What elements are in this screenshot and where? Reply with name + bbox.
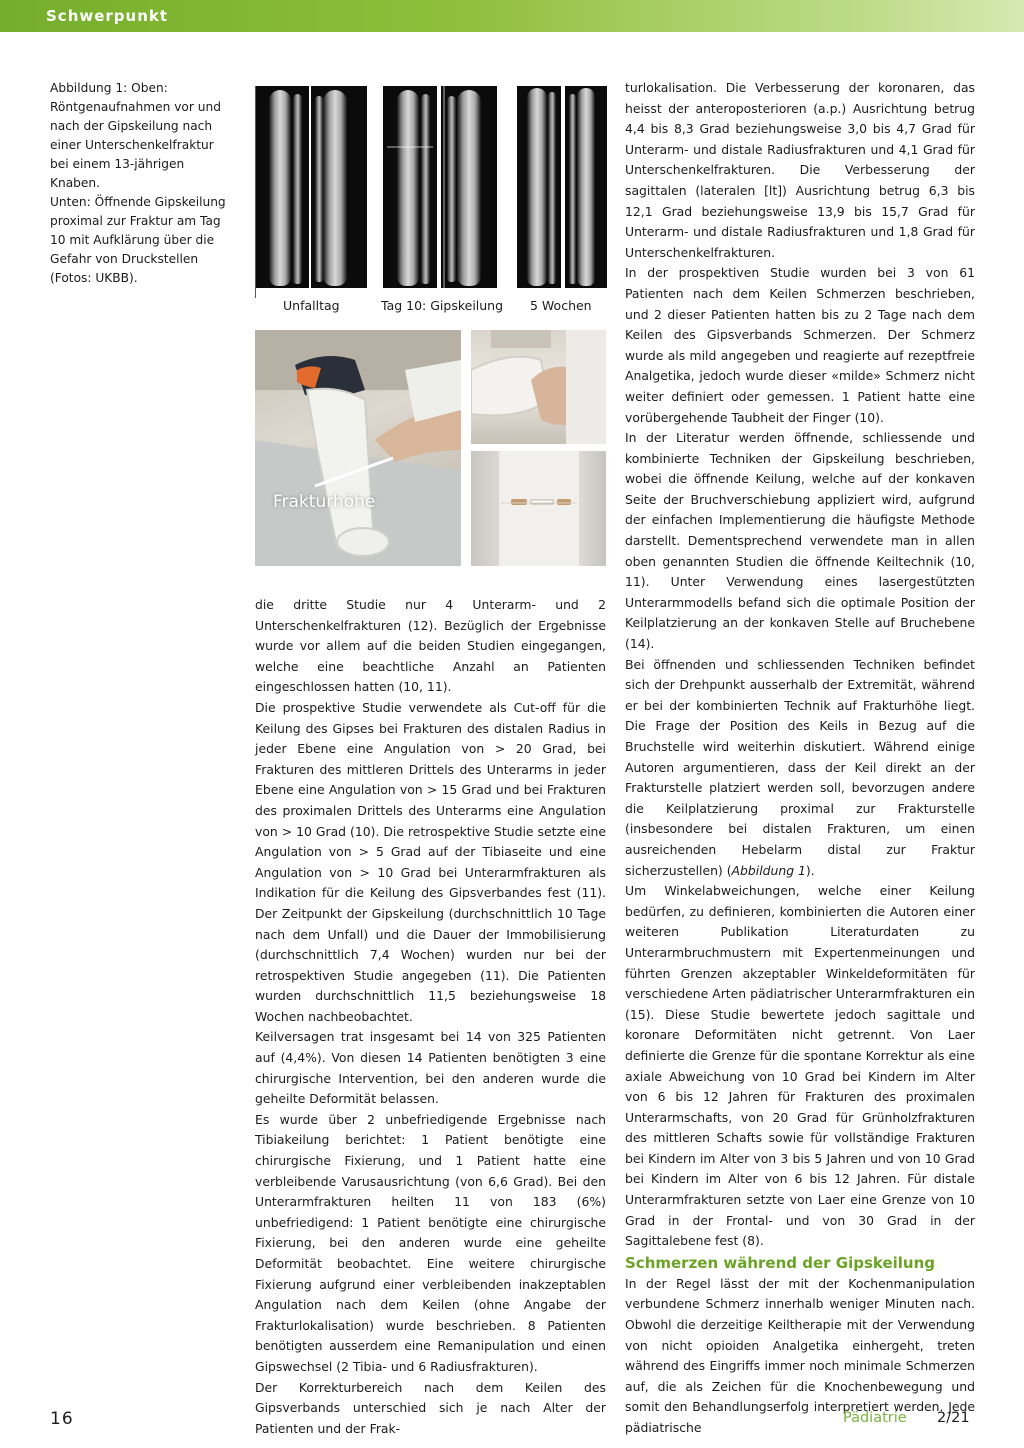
xray-label-5wochen: 5 Wochen (530, 298, 592, 313)
figure-reference: Abbildung 1 (731, 862, 806, 878)
middle-text-column (255, 595, 606, 1439)
cast-photo-top-right (471, 330, 606, 444)
paragraph: Keilversagen trat insgesamt bei 14 von 325 Patienten auf (4,4%). Von diesen 14 Patienten benötigten 3 eine chirurgische Intervention, bei den anderen wurde die geheilte Deformität belassen. (255, 1029, 606, 1107)
section-title: Schwerpunkt (46, 7, 169, 25)
paragraph: Um Winkelabweichungen, welche einer Keilung bedürfen, zu definieren, kombinierten die Autoren einer weiteren Publikation Literaturdaten zu Unterarmbruchmustern mit Expertenmeinungen und führten Grenzen akzeptabler Winkeldeformitäten für verschiedene Arten pädiatrischer Unterarmfrakturen ein (15). Diese Studie bewertete jedoch sagittale und koronare Deformitäten nicht getrennt. Von Laer definierte die Grenze für die spontane Korrektur als eine axiale Abweichung von 10 Grad bei Kindern im Alter von 6 bis 12 Jahren für Frakturen des proximalen Unterarmschafts, von 20 Grad für Grünholzfrakturen des mittleren Schafts sowie für vollständige Frakturen bei Kindern im Alter von 3 bis 5 Jahren und von 10 Grad bei Kindern im Alter von 6 bis 12 Jahren. Für distale Unterarmfrakturen setzte von Laer eine Grenze von 10 Grad in der Frontal- und von 30 Grad in der Sagittalebene fest (8). (625, 883, 975, 1249)
figure-caption (50, 79, 226, 288)
xray-image (383, 86, 437, 288)
issue-number: 2/21 (937, 1410, 970, 1426)
xray-label-unfalltag: Unfalltag (283, 298, 340, 313)
paragraph-text: Bei öffnenden und schliessenden Techniken befindet sich der Drehpunkt ausserhalb der Extremität, während er bei der kombinierten Technik auf Frakturhöhe liegt. Die Frage der Position des Keils in Bezug auf die Bruchstelle wird weiterhin diskutiert. Während einige Autoren argumentieren, dass der Keil direkt an der Frakturstelle platziert werden soll, bevorzugen andere die Keilplatzierung proximal zur Frakturstelle (insbesondere bei distalen Frakturen, um einen ausreichenden Hebelarm distal zur Fraktur sicherzustellen) ( (625, 656, 975, 878)
paragraph: In der Regel lässt der mit der Kochenmanipulation verbundene Schmerz innerhalb weniger Minuten nach. Obwohl die derzeitige Keiltherapie mit der Verwendung von nicht opioiden Analgetika einhergeht, treten während des Eingriffs immer noch minimale Schmerzen auf, die als Zeichen für die Knochenbewegung und somit den Behandlungserfolg interpretiert werden. Jede pädiatrische (625, 1275, 975, 1435)
cast-photo-main (255, 330, 461, 566)
paragraph: Es wurde über 2 unbefriedigende Ergebnisse nach Tibiakeilung berichtet: 1 Patient benötigte eine chirurgische Fixierung, und 1 Patient hatte eine verbleibende Varusausrichtung (von 6,6 Grad). Bei den Unterarmfrakturen heilten 11 von 183 (6%) unbefriedigend: 1 Patient benötigte eine chirurgische Fixierung, bei den anderen wurde eine geheilte Deformität beobachtet. Eine weitere chirurgische Fixierung aufgrund einer verbleibenden inakzeptablen Angulation nach dem Keilen (ohne Angabe der Frakturlokalisation) wurde beschrieben. 8 Patienten benötigten ausserdem eine Remanipulation und einen Gipswechsel (2 Tibia- und 6 Radiusfrakturen). (255, 1111, 606, 1374)
paragraph-tail: ). (805, 862, 815, 878)
cast-photo-bottom-right (471, 451, 606, 566)
paragraph: die dritte Studie nur 4 Unterarm- und 2 Unterschenkelfrakturen (12). Bezüglich der Ergebnisse wurde vor allem auf die beiden Studien eingegangen, welche eine beachtliche Anzahl an Patienten eingeschlossen hatten (10, 11). (255, 597, 606, 695)
fracture-height-label: Frakturhöhe (273, 492, 376, 512)
caption-bottom: Unten: Öffnende Gipskeilung proximal zur Fraktur am Tag 10 mit Aufklärung über die Gefahr von Druckstellen (Fotos: UKBB). (50, 195, 226, 285)
right-text-column (625, 78, 975, 1439)
xray-image (517, 86, 561, 288)
paragraph-with-figure-ref (625, 655, 975, 882)
paragraph: In der prospektiven Studie wurden bei 3 von 61 Patienten nach dem Keilen Schmerzen beschrieben, und 2 dieser Patienten hatten bis zu 2 Tage nach dem Keilen des Gipsverbands Schmerzen. Der Schmerz wurde als mild angegeben und reagierte auf rezeptfreie Analgetika, jedoch wurde dieser «milde» Schmerz nicht weiter definiert oder gemessen. 1 Patient hatte eine vorübergehende Taubheit der Finger (10). (625, 265, 975, 425)
xray-figure (255, 86, 607, 313)
xray-label-tag10: Tag 10: Gipskeilung (381, 298, 504, 313)
caption-top: Abbildung 1: Oben: Röntgenaufnahmen vor und nach der Gipskeilung nach einer Unterschenkelfraktur bei einem 13-jährigen Knaben. (50, 81, 221, 190)
paragraph: In der Literatur werden öffnende, schliessende und kombinierte Techniken der Gipskeilung beschrieben, wobei die öffnende Keilung, welche auf der konkaven Seite der Bruchverschiebung appliziert wird, aufgrund der einfachen Implementierung die häufigste Methode darstellt. Dementsprechend verwendete man in allen oben genannten Studien die öffnende Keiltechnik (10, 11). Unter Verwendung eines lasergestützten Unterarmmodells befand sich die optimale Position der Keilplatzierung an der konkaven Stelle auf Bruchebene (14). (625, 430, 975, 652)
section-header-bar (0, 0, 1024, 32)
section-heading: Schmerzen während der Gipskeilung (625, 1253, 936, 1272)
paragraph: turlokalisation. Die Verbesserung der koronaren, das heisst der anteroposterioren (a.p.) Ausrichtung betrug 4,4 bis 8,3 Grad beziehungsweise 3,0 bis 4,7 Grad für Unterarm- und distale Radiusfrakturen und 4,1 Grad für Unterschenkelfrakturen. Die Verbesserung der sagittalen (lateralen [lt]) Ausrichtung betrug 6,3 bis 12,1 Grad beziehungsweise 13,9 bis 15,7 Grad für Unterarm- und distale Radiusfrakturen und 1,8 Grad für Unterschenkelfrakturen. (625, 80, 975, 260)
xray-image (255, 86, 309, 288)
paragraph: Die prospektive Studie verwendete als Cut-off für die Keilung des Gipses bei Frakturen des distalen Radius in jeder Ebene eine Angulation von > 20 Grad, bei Frakturen des mittleren Drittels des Unterarms in jeder Ebene eine Angulation von > 15 Grad und bei Frakturen des proximalen Drittels des Unterarms eine Angulation von > 10 Grad (10). Die retrospektive Studie setzte eine Angulation von > 5 Grad auf der Tibiaseite und eine Angulation von > 10 Grad bei Unterarmfrakturen als Indikation für die Keilung des Gipsverbandes fest (11). Der Zeitpunkt der Gipskeilung (durchschnittlich 10 Tage nach dem Unfall) und die Dauer der Immobilisierung (durchschnittlich 7,4 Wochen) wurden nur bei der retrospektiven Studie angegeben (11). Die Patienten wurden durchschnittlich 11,5 beziehungsweise 18 Wochen nachbeobachtet. (255, 699, 606, 1024)
page-number: 16 (50, 1409, 74, 1429)
xray-image (311, 86, 367, 288)
xray-image (441, 86, 497, 288)
xray-image (565, 86, 607, 288)
journal-name: Pädiatrie (843, 1410, 907, 1426)
paragraph: Der Korrekturbereich nach dem Keilen des Gipsverbands unterschied sich je nach Alter der Patienten und der Frak- (255, 1379, 606, 1436)
